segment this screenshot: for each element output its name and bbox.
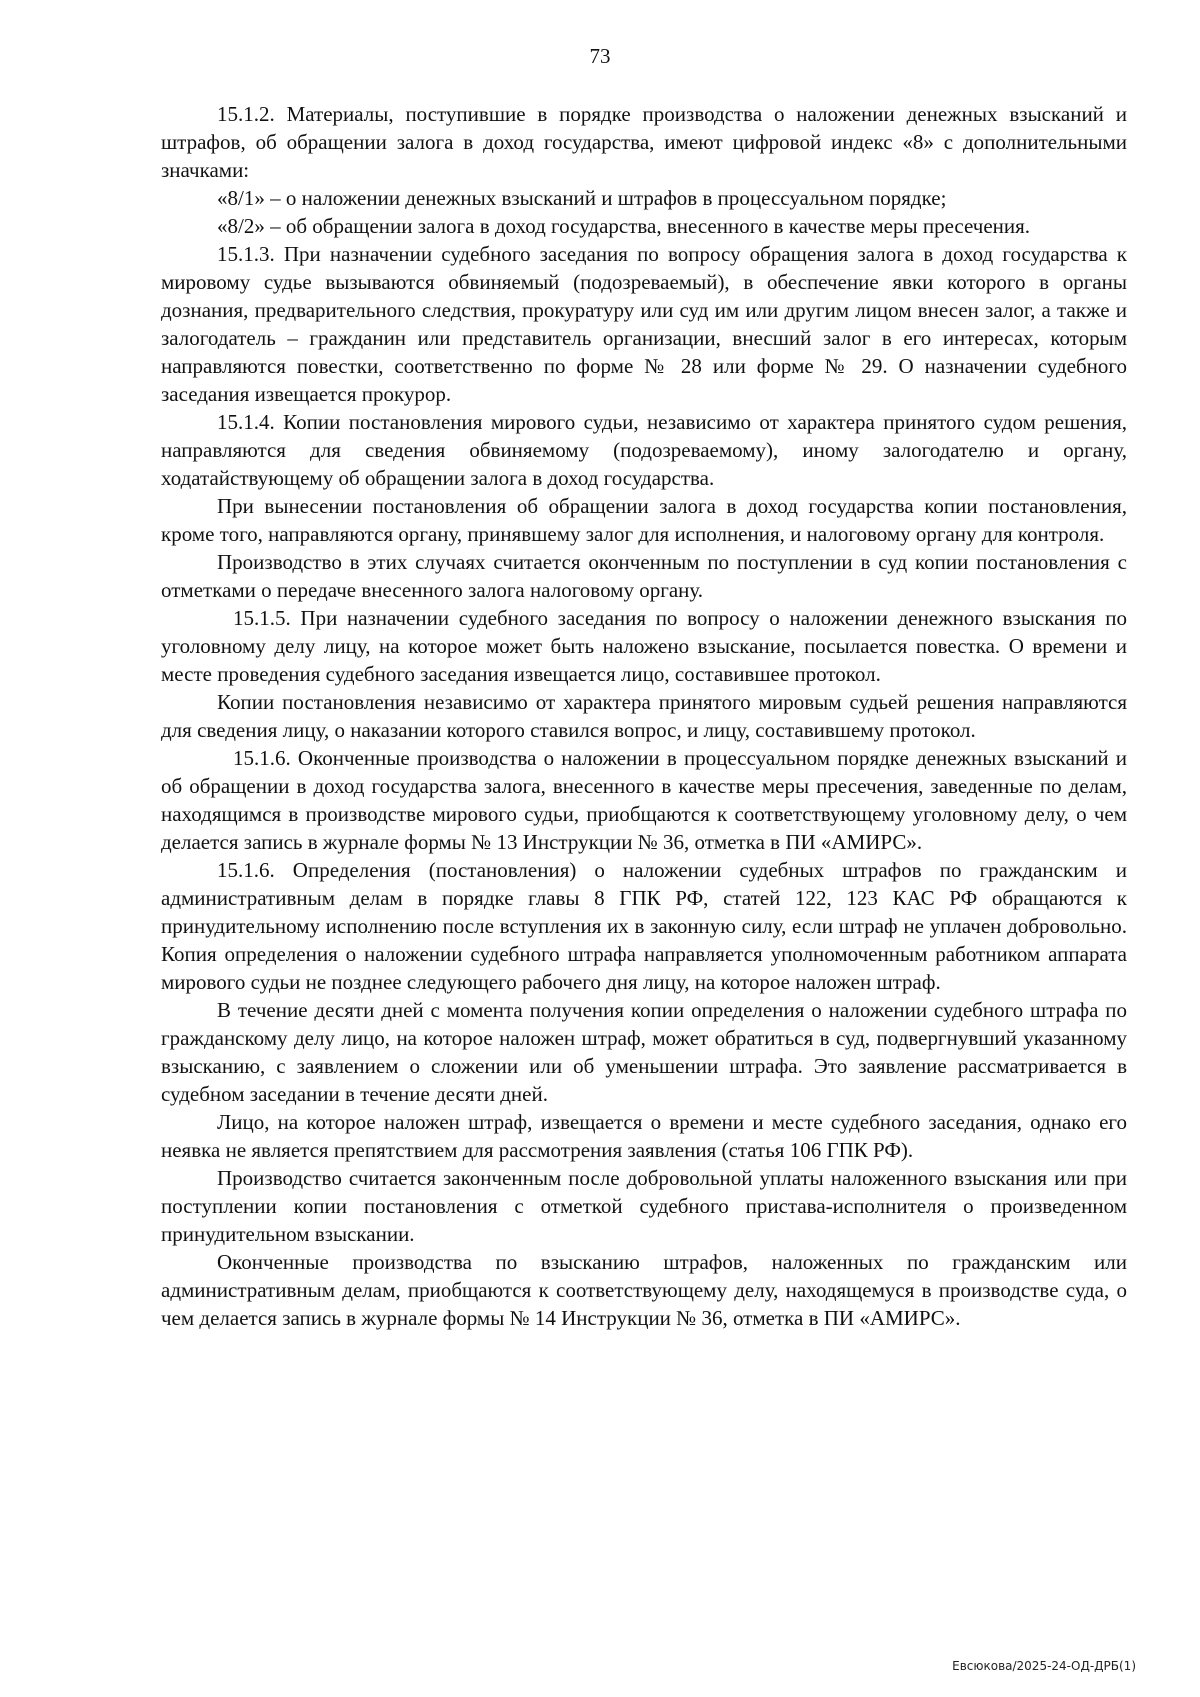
page-number: 73 — [589, 44, 611, 68]
paragraph-fine-completion: Производство считается законченным после добровольной уплаты наложенного взыскания или при поступлении копии постановления с отметкой судебного пристава-исполнителя о произведенном принудительном взыскании. — [161, 1166, 1127, 1246]
paragraph-penalty-copies: Копии постановления независимо от характера принятого мировым судьей решения направляются для сведения лицу, о наказании которого ставился вопрос, и лицу, составившему протокол. — [161, 690, 1127, 742]
paragraph-fine-archiving: Оконченные производства по взысканию штрафов, наложенных по гражданским или административным делам, приобщаются к соответствующему делу, находящемуся в производстве суда, о чем делается запись в журнале формы № 14 Инструкции № 36, отметка в ПИ «АМИРС». — [161, 1250, 1127, 1330]
paragraph-15-1-5: 15.1.5. При назначении судебного заседания по вопросу о наложении денежного взыскания по уголовному делу лицу, на которое может быть наложено взыскание, посылается повестка. О времени и месте проведения судебного заседания извещается лицо, составившее протокол. — [161, 606, 1127, 686]
paragraph-fine-notice: Лицо, на которое наложен штраф, извещается о времени и месте судебного заседания, однако его неявка не является препятствием для рассмотрения заявления (статья 106 ГПК РФ). — [161, 1110, 1127, 1162]
document-body — [161, 100, 1127, 1332]
paragraph-15-1-3: 15.1.3. При назначении судебного заседания по вопросу обращения залога в доход государства к мировому судье вызываются обвиняемый (подозреваемый), в обеспечение явки которого в органы дознания, предварительного следствия, прокуратуру или суд им или другим лицом внесен залог, а также и залогодатель – гражданин или представитель организации, внесший залог в его интересах, которым направляются повестки, соответственно по форме № 28 или форме № 29. О назначении судебного заседания извещается прокурор. — [161, 242, 1127, 406]
paragraph-index-8-1: «8/1» – о наложении денежных взысканий и штрафов в процессуальном порядке; — [217, 186, 947, 210]
document-registration-mark: Евсюкова/2025-24-ОД-ДРБ(1) — [952, 1659, 1136, 1673]
paragraph-15-1-6-court-fines: 15.1.6. Определения (постановления) о наложении судебных штрафов по гражданским и административным делам в порядке главы 8 ГПК РФ, статей 122, 123 КАС РФ обращаются к принудительному исполнению после вступления их в законную силу, если штраф не уплачен добровольно. Копия определения о наложении судебного штрафа направляется уполномоченным работником аппарата мирового судьи не позднее следующего рабочего дня лицу, на которое наложен штраф. — [161, 858, 1127, 994]
paragraph-pledge-copies: При вынесении постановления об обращении залога в доход государства копии постановления, кроме того, направляются органу, принявшему залог для исполнения, и налоговому органу для контроля. — [161, 494, 1127, 546]
paragraph-fine-appeal: В течение десяти дней с момента получения копии определения о наложении судебного штрафа по гражданскому делу лицо, на которое наложен штраф, может обратиться в суд, подвергнувший указанному взысканию, с заявлением о сложении или об уменьшении штрафа. Это заявление рассматривается в судебном заседании в течение десяти дней. — [161, 998, 1127, 1106]
paragraph-index-8-2: «8/2» – об обращении залога в доход государства, внесенного в качестве меры пресечения. — [217, 214, 1031, 238]
paragraph-15-1-6-completed: 15.1.6. Оконченные производства о наложении в процессуальном порядке денежных взысканий и об обращении в доход государства залога, внесенного в качестве меры пресечения, заведенные по делам, находящимся в производстве мирового судьи, приобщаются к соответствующему уголовному делу, о чем делается запись в журнале формы № 13 Инструкции № 36, отметка в ПИ «АМИРС». — [161, 746, 1127, 854]
paragraph-15-1-2: 15.1.2. Материалы, поступившие в порядке производства о наложении денежных взысканий и штрафов, об обращении залога в доход государства, имеют цифровой индекс «8» с дополнительными значками: — [161, 102, 1127, 182]
paragraph-15-1-4: 15.1.4. Копии постановления мирового судьи, независимо от характера принятого судом решения, направляются для сведения обвиняемому (подозреваемому), иному залогодателю и органу, ходатайствующему об обращении залога в доход государства. — [161, 410, 1127, 490]
paragraph-pledge-completion: Производство в этих случаях считается оконченным по поступлении в суд копии постановления с отметками о передаче внесенного залога налоговому органу. — [161, 550, 1127, 602]
